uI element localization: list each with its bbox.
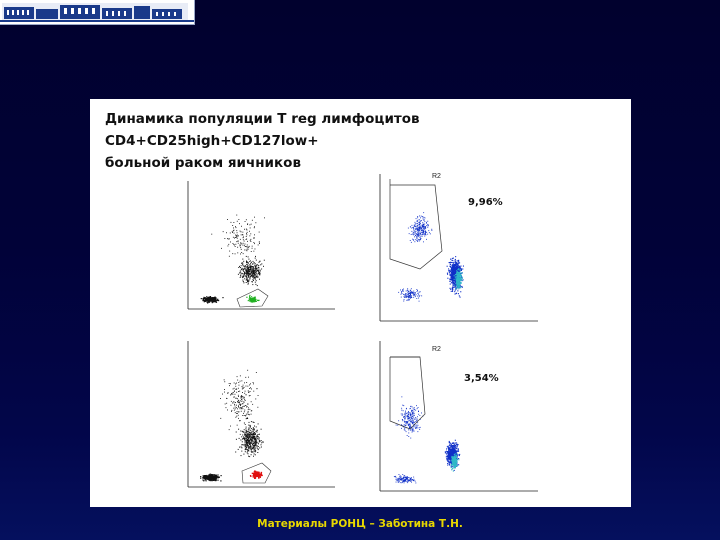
plot-lower-left-axes: [188, 341, 335, 487]
title-line-2: CD4+CD25high+CD127low+: [105, 133, 319, 149]
scatter-lower-right-density: [394, 396, 460, 483]
percent-lower: 3,54%: [464, 373, 499, 384]
gate-r2-lower: [390, 357, 425, 429]
percent-upper: 9,96%: [468, 197, 503, 208]
flow-cytometry-figure: [90, 99, 631, 507]
source-caption: Материалы РОНЦ – Заботина Т.Н.: [257, 518, 463, 530]
title-line-3: больной раком яичников: [105, 155, 301, 171]
scatter-upper-right-density: [398, 212, 464, 301]
plot-lower-right-axes: [380, 341, 538, 491]
gated-population-red: [250, 470, 263, 479]
figure-title: [105, 108, 426, 174]
gate-label-upper: R2: [432, 173, 441, 180]
scatter-lower-left-cells: [200, 370, 264, 482]
gate-label-lower: R2: [432, 346, 441, 353]
title-line-1: Динамика популяции T reg лимфоцитов: [105, 111, 420, 127]
gated-population-green: [246, 295, 259, 303]
institution-logo: [0, 0, 195, 25]
plot-upper-left-axes: [188, 181, 335, 309]
